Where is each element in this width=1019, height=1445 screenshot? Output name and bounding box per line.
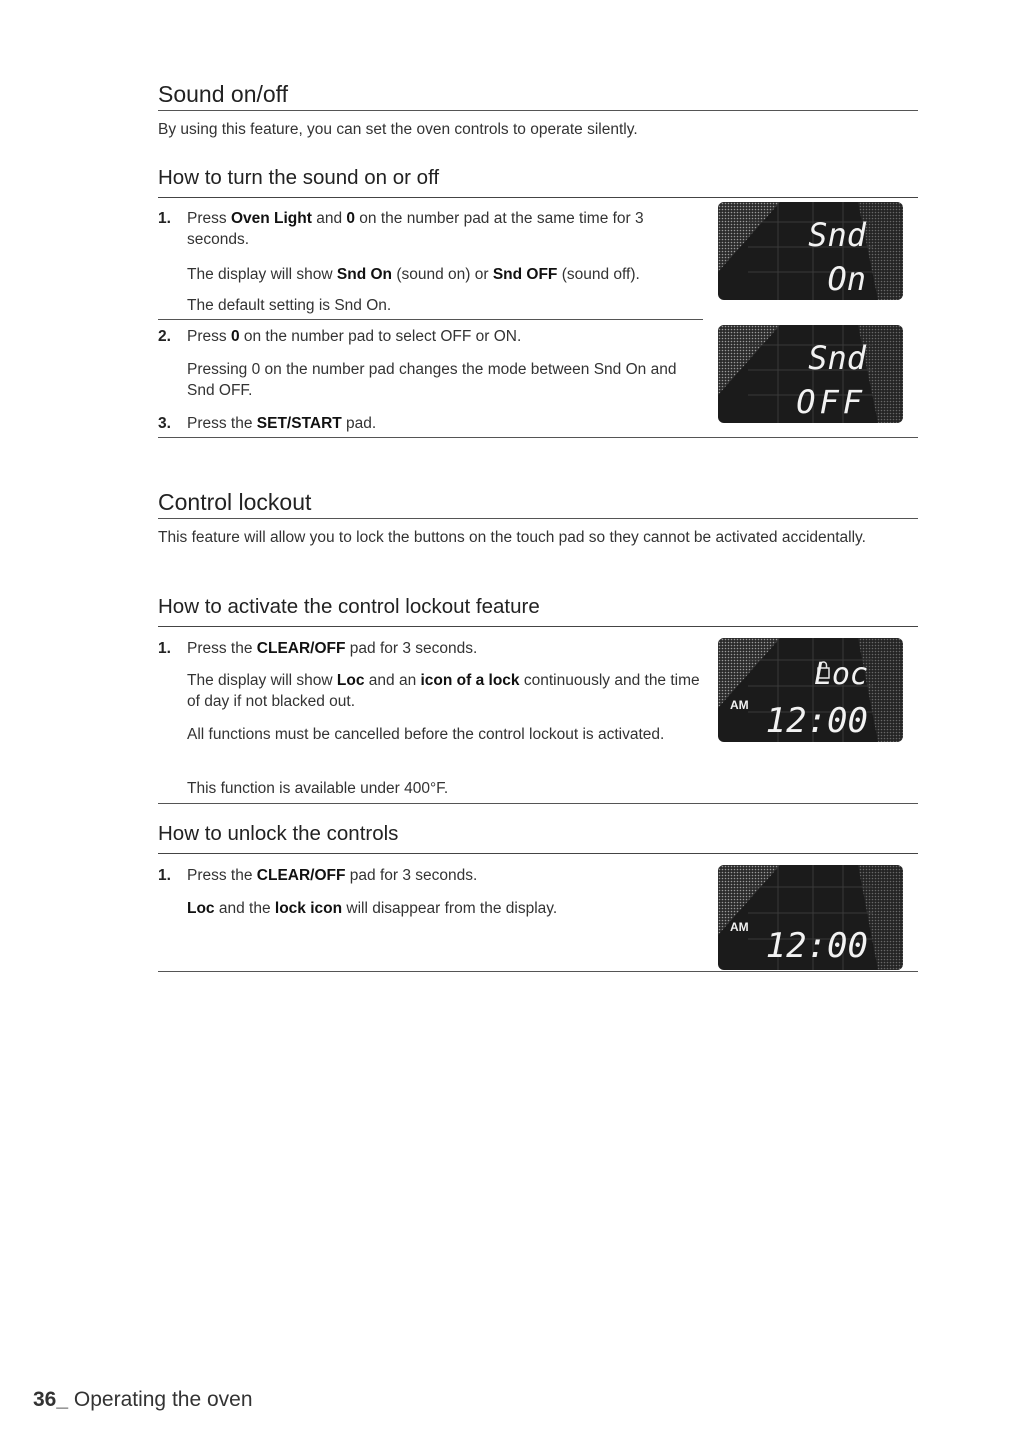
sound-intro: By using this feature, you can set the oven controls to operate silently. [158,121,638,138]
step-number: 2. [158,328,171,345]
step-number: 3. [158,415,171,432]
unlock-sub-title: How to unlock the controls [158,821,918,854]
lockout-section [158,488,918,549]
unlock-subsection-header [158,821,918,854]
unlock-note: Loc and the lock icon will disappear from the display. [187,900,558,917]
sound-steps: 1. Press Oven Light and 0 on the number pad at the same time for 3 seconds. The display will show Snd On (sound on) or Snd OFF (sound off). The default setting is Snd On. 2. Press 0 on the number pad to select OFF or ON. Pressing 0 on the number pad changes the mode between Snd On and Snd OFF. 3. Press the SET/START pad. Snd On Snd OFF [158,208,918,440]
step-number: 1. [158,210,171,227]
sound-note-default: The default setting is Snd On. [187,297,392,314]
sound-title: Sound on/off [158,80,918,111]
unlock-steps: 1. Press the CLEAR/OFF pad for 3 seconds. Loc and the lock icon will disappear from the display. AM 12:00 [158,865,918,975]
footer-section-name: Operating the oven [68,1388,253,1411]
sound-subsection-header [158,165,918,198]
lockout-note-temp: This function is available under 400°F. [187,780,449,797]
divider [158,319,703,320]
display-am-text: AM [730,698,749,712]
display-time-text: 12:00 [765,701,868,741]
oven-display-lockout [718,638,903,742]
page-footer [33,1388,253,1412]
display-am-text: AM [730,920,749,934]
step-number: 1. [158,867,171,884]
lockout-subsection-header [158,594,918,627]
page-number: 36_ [33,1388,69,1411]
divider [158,437,918,438]
lockout-intro: This feature will allow you to lock the buttons on the touch pad so they cannot be activated accidentally. [158,529,866,546]
lockout-note-cancel: All functions must be cancelled before the control lockout is activated. [187,726,665,743]
divider [158,803,918,804]
lockout-note-display: The display will show Loc and an icon of a lock continuously and the time of day if not blacked out. [187,672,700,710]
display-top-text: Loc [813,657,868,692]
oven-display-unlocked [718,865,903,970]
sound-note-display: The display will show Snd On (sound on) or Snd OFF (sound off). [187,266,640,283]
divider [158,971,918,972]
display-bottom-text: On [827,260,866,298]
display-time-text: 12:00 [765,926,868,966]
sound-note-toggle: Pressing 0 on the number pad changes the mode between Snd On and Snd OFF. [187,361,677,399]
sound-section [158,80,918,141]
display-top-text: Snd [808,216,866,254]
oven-display-snd-on [718,202,903,300]
sound-sub-title: How to turn the sound on or off [158,165,918,198]
display-top-text: Snd [808,339,866,377]
lockout-steps: 1. Press the CLEAR/OFF pad for 3 seconds. The display will show Loc and an icon of a lock continuously and the time of day if not blacked out. All functions must be cancelled before the control lockout is activated. This function is available under 400°F. Loc AM 12:00 [158,638,918,808]
oven-display-snd-off [718,325,903,423]
step-number: 1. [158,640,171,657]
display-bottom-text: OFF [796,383,866,421]
lockout-sub-title: How to activate the control lockout feature [158,594,918,627]
lockout-title: Control lockout [158,488,918,519]
